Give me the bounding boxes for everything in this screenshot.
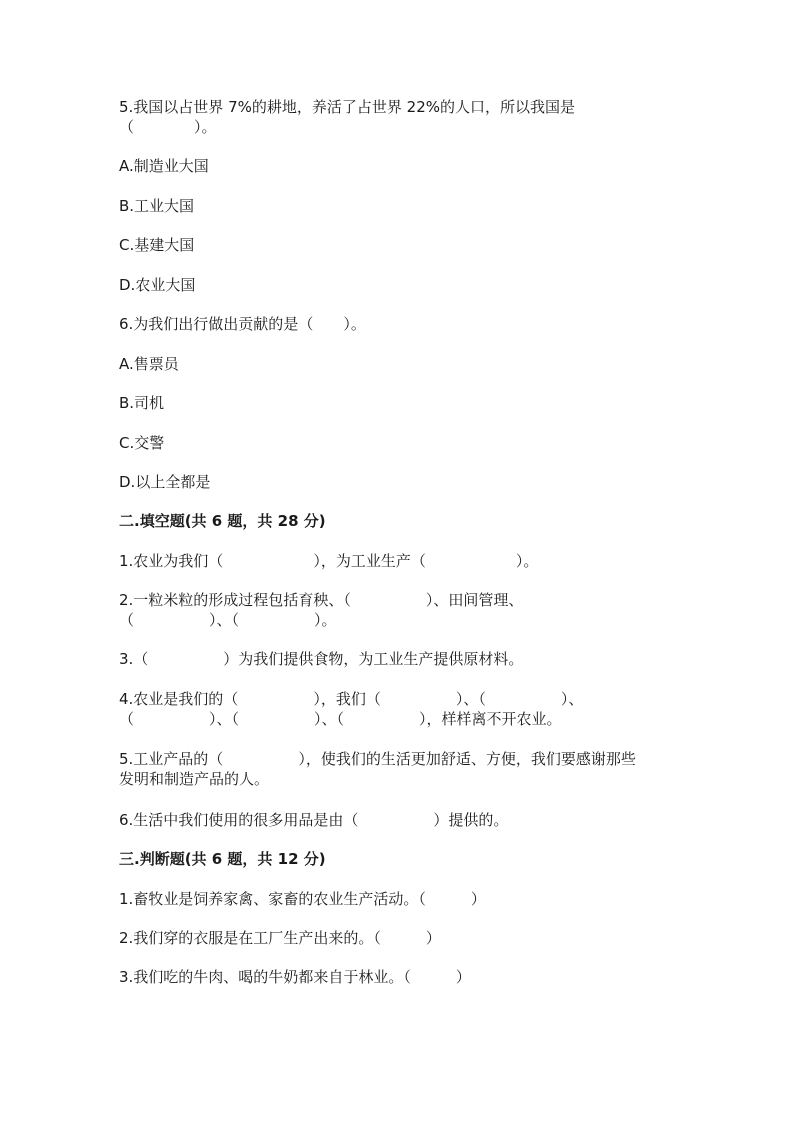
fill-blank-1: 1.农业为我们（ ），为工业生产（ ）。	[119, 552, 539, 570]
question-5-line-1: 5.我国以占世界 7%的耕地，养活了占世界 22%的人口，所以我国是	[119, 98, 575, 116]
fill-blank-6: 6.生活中我们使用的很多用品是由（ ）提供的。	[119, 811, 509, 829]
fill-blank-3: 3.（ ）为我们提供食物，为工业生产提供原材料。	[119, 650, 524, 668]
true-false-3: 3.我们吃的牛肉、喝的牛奶都来自于林业。（ ）	[119, 968, 471, 986]
question-5-option-a: A.制造业大国	[119, 157, 209, 175]
question-5-option-d: D.农业大国	[119, 276, 196, 294]
question-5-line-2: （ ）。	[119, 118, 217, 136]
fill-blank-5-line-2: 发明和制造产品的人。	[119, 770, 270, 788]
question-6-option-a: A.售票员	[119, 355, 179, 373]
fill-blank-4-line-2: （ ）、（ ）、（ ），样样离不开农业。	[119, 710, 562, 728]
question-6-option-d: D.以上全都是	[119, 473, 211, 491]
fill-blank-5-line-1: 5.工业产品的（ ），使我们的生活更加舒适、方便，我们要感谢那些	[119, 750, 636, 768]
section-3-heading: 三.判断题(共 6 题，共 12 分)	[119, 850, 326, 868]
fill-blank-2-line-1: 2.一粒米粒的形成过程包括育秧、（ ）、田间管理、	[119, 591, 524, 609]
section-2-heading: 二.填空题(共 6 题，共 28 分)	[119, 512, 326, 530]
question-6-option-b: B.司机	[119, 394, 165, 412]
question-6-stem: 6.为我们出行做出贡献的是（ ）。	[119, 315, 366, 333]
fill-blank-4-line-1: 4.农业是我们的（ ），我们（ ）、（ ）、	[119, 690, 584, 708]
question-5-option-b: B.工业大国	[119, 197, 195, 215]
true-false-1: 1.畜牧业是饲养家禽、家畜的农业生产活动。（ ）	[119, 890, 486, 908]
question-6-option-c: C.交警	[119, 434, 165, 452]
fill-blank-2-line-2: （ ）、（ ）。	[119, 611, 337, 629]
true-false-2: 2.我们穿的衣服是在工厂生产出来的。（ ）	[119, 929, 441, 947]
question-5-option-c: C.基建大国	[119, 236, 195, 254]
